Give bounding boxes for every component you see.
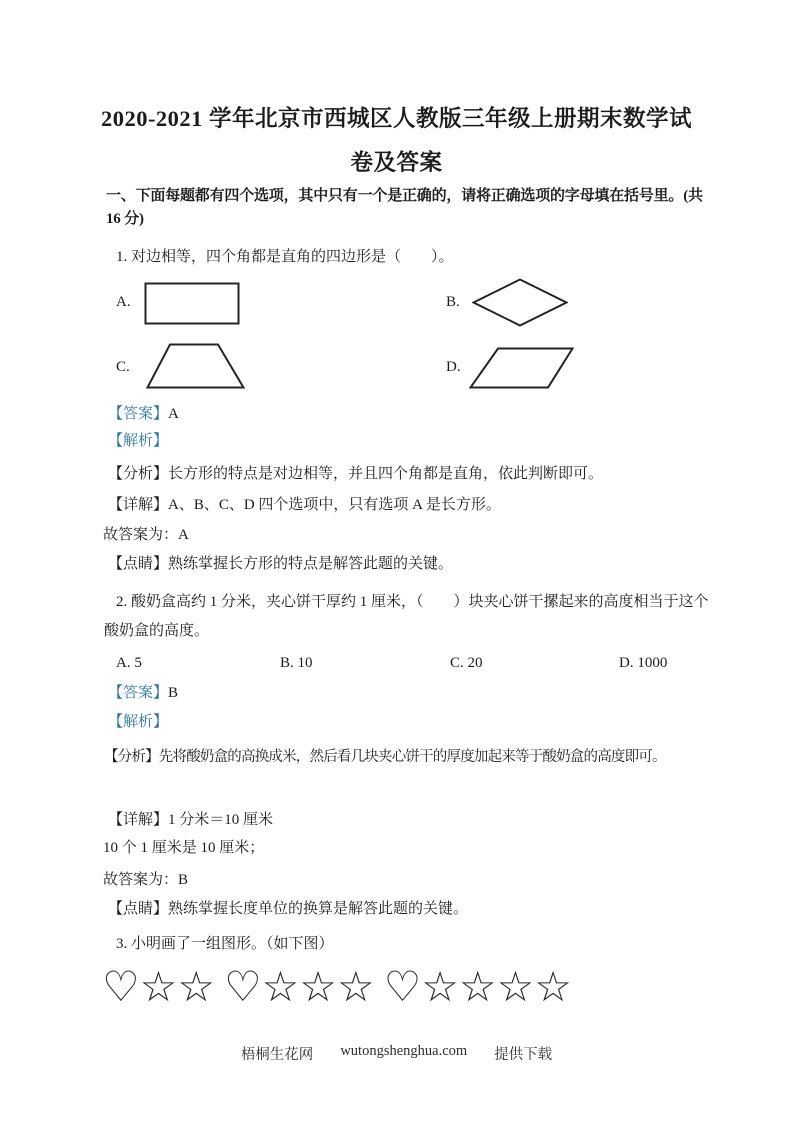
footer-site-name: 梧桐生花网 <box>240 1047 314 1063</box>
question-3-text: 3. 小明画了一组图形。（如下图） <box>116 936 334 952</box>
star-shape: ☆ <box>336 962 375 1011</box>
section-heading-line-1: 一、下面每题都有四个选项，其中只有一个是正确的，请将正确选项的字母填在括号里。(共 <box>106 188 703 204</box>
star-shape: ☆ <box>496 962 535 1011</box>
q1-detail-line: 【详解】A、B、C、D 四个选项中，只有选项 A 是长方形。 <box>108 497 501 513</box>
q1-option-d-parallelogram-shape <box>469 347 574 389</box>
q1-option-b-diamond-shape <box>472 278 568 327</box>
star-shape: ☆ <box>299 962 337 1011</box>
q2-tip-line: 【点睛】熟练掌握长度单位的换算是解答此题的关键。 <box>108 901 469 917</box>
star-shape: ☆ <box>421 962 459 1011</box>
q3-shape-row <box>102 962 572 1011</box>
heart-shape: ♡ <box>223 962 262 1011</box>
q1-tip-line: 【点睛】熟练掌握长方形的特点是解答此题的关键。 <box>108 556 454 572</box>
question-2-text-line-2: 酸奶盒的高度。 <box>104 623 210 639</box>
section-heading-line-2: 16 分) <box>106 211 144 227</box>
q1-answer-line <box>108 403 179 425</box>
q2-conclusion-line: 故答案为：B <box>103 872 189 888</box>
question-2-text-line-1: 2. 酸奶盒高约 1 分米，夹心饼干厚约 1 厘米，（ ）块夹心饼干摞起来的高度相当于这个 <box>116 594 709 610</box>
q2-detail-line-2: 10 个 1 厘米是 10 厘米； <box>103 840 265 856</box>
q1-answer-value: A <box>168 406 179 422</box>
q1-option-a-label: A. <box>116 294 131 310</box>
q2-answer-value: B <box>168 685 179 701</box>
q2-option-d: D. 1000 <box>619 655 668 671</box>
q2-option-b: B. 10 <box>280 655 313 671</box>
q1-option-c-trapezoid-shape <box>146 343 245 389</box>
q1-option-d-label: D. <box>446 359 461 375</box>
q1-option-a-rectangle-shape <box>144 282 240 325</box>
page-footer <box>0 1043 793 1064</box>
heart-shape: ♡ <box>102 962 140 1011</box>
heart-shape: ♡ <box>383 962 422 1011</box>
page-title-line-1: 2020-2021 学年北京市西城区人教版三年级上册期末数学试 <box>100 106 693 131</box>
q1-analysis-header: 【解析】 <box>108 433 169 449</box>
q1-analysis-line: 【分析】长方形的特点是对边相等，并且四个角都是直角，依此判断即可。 <box>108 466 604 482</box>
page-title-line-2: 卷及答案 <box>350 150 443 175</box>
q1-option-b-label: B. <box>446 294 460 310</box>
star-shape: ☆ <box>139 962 178 1011</box>
q1-conclusion-line: 故答案为：A <box>103 527 189 543</box>
question-1-text: 1. 对边相等，四个角都是直角的四边形是（ ）。 <box>116 249 454 265</box>
star-shape: ☆ <box>458 962 497 1011</box>
q1-answer-label: 【答案】 <box>108 406 169 422</box>
q2-analysis-line: 【分析】先将酸奶盒的高换成米，然后看几块夹心饼干的厚度加起来等于酸奶盒的高度即可。 <box>104 749 666 765</box>
q2-answer-line <box>108 682 178 704</box>
q2-analysis-header: 【解析】 <box>108 714 169 730</box>
star-shape: ☆ <box>177 962 215 1011</box>
star-shape: ☆ <box>534 962 572 1011</box>
footer-site-url: wutongshenghua.com <box>340 1043 468 1059</box>
star-shape: ☆ <box>261 962 300 1011</box>
q2-answer-label: 【答案】 <box>108 685 169 701</box>
q2-option-c: C. 20 <box>450 655 483 671</box>
q2-detail-line: 【详解】1 分米＝10 厘米 <box>108 812 274 828</box>
q2-option-a: A. 5 <box>116 655 142 671</box>
q1-option-c-label: C. <box>116 359 130 375</box>
footer-download-text: 提供下载 <box>494 1047 553 1063</box>
